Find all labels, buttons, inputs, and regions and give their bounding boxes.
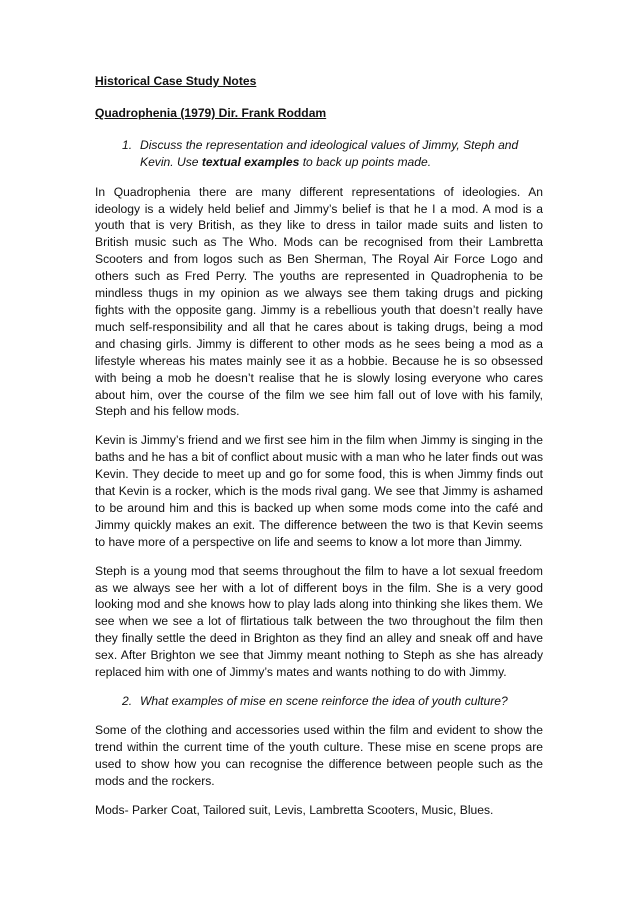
question-2-number: 2. (122, 694, 133, 708)
document-title: Historical Case Study Notes (95, 74, 257, 88)
paragraph-mise-en-scene: Some of the clothing and accessories used within the film and evident to show the trend within the current time of the youth culture. These mise en scene props are used to show how you can recognise the difference between people such as the mods and the rockers. (95, 722, 543, 788)
question-1-text (140, 137, 543, 171)
question-2 (95, 693, 543, 710)
film-heading: Quadrophenia (1979) Dir. Frank Roddam (95, 105, 327, 120)
paragraph-mods-list: Mods- Parker Coat, Tailored suit, Levis, Lambretta Scooters, Music, Blues. (95, 802, 494, 817)
question-1-number: 1. (122, 137, 133, 152)
paragraph-kevin: Kevin is Jimmy’s friend and we first see him in the film when Jimmy is singing in the baths and he has a bit of conflict about music with a man who he later finds out was Kevin. They decide to meet up and go for some food, this is when Jimmy finds out that Kevin is a rocker, which is the mods rival gang. We see that Jimmy is ashamed to be around him and this is backed up when some mods come into the café and Jimmy quickly makes an exit. The difference between the two is that Kevin seems to have more of a perspective on life and seems to know a lot more than Jimmy. (95, 433, 543, 549)
question-1-text-start: Discuss the representation and ideological values of Jimmy, Steph and Kevin. Use (140, 137, 519, 169)
question-1-text-end: to back up points made. (299, 154, 432, 169)
paragraph-jimmy: In Quadrophenia there are many different representations of ideologies. An ideology is a widely held belief and Jimmy’s belief is that he I a mod. A mod is a youth that is very British, as they like to dress in tailor made suits and listen to British music such as The Who. Mods can be recognised from their Lambretta Scooters and from logos such as Ben Sherman, The Royal Air Force Logo and others such as Fred Perry. The youths are represented in Quadrophenia to be mindless thugs in my opinion as we always see them taking drugs and picking fights with the opposite gang. Jimmy is a rebellious youth that doesn’t really have much self-responsibility and all that he cares about is taking drugs, being a mod and chasing girls. Jimmy is different to other mods as he sees being a mod as a lifestyle whereas his mates mainly see it as a hobbie. Because he is so obsessed with being a mob he doesn’t realise that he is slowly losing everyone who cares about him, over the course of the film we see him fall out of love with his family, Steph and his fellow mods. (95, 184, 543, 419)
question-1-bold: textual examples (201, 154, 300, 169)
question-2-text: What examples of mise en scene reinforce the idea of youth culture? (140, 694, 508, 708)
paragraph-steph: Steph is a young mod that seems throughout the film to have a lot sexual freedom as we always see her with a lot of different boys in the film. She is a very good looking mod and she knows how to play lads along into thinking she likes them. We see when we see a lot of flirtatious talk between the two throughout the film then they finally settle the deed in Brighton as they find an alley and sneak off and have sex. After Brighton we see that Jimmy meant nothing to Steph as she has already replaced him with one of Jimmy’s mates and wants nothing to do with Jimmy. (95, 563, 543, 680)
question-1 (95, 137, 543, 171)
